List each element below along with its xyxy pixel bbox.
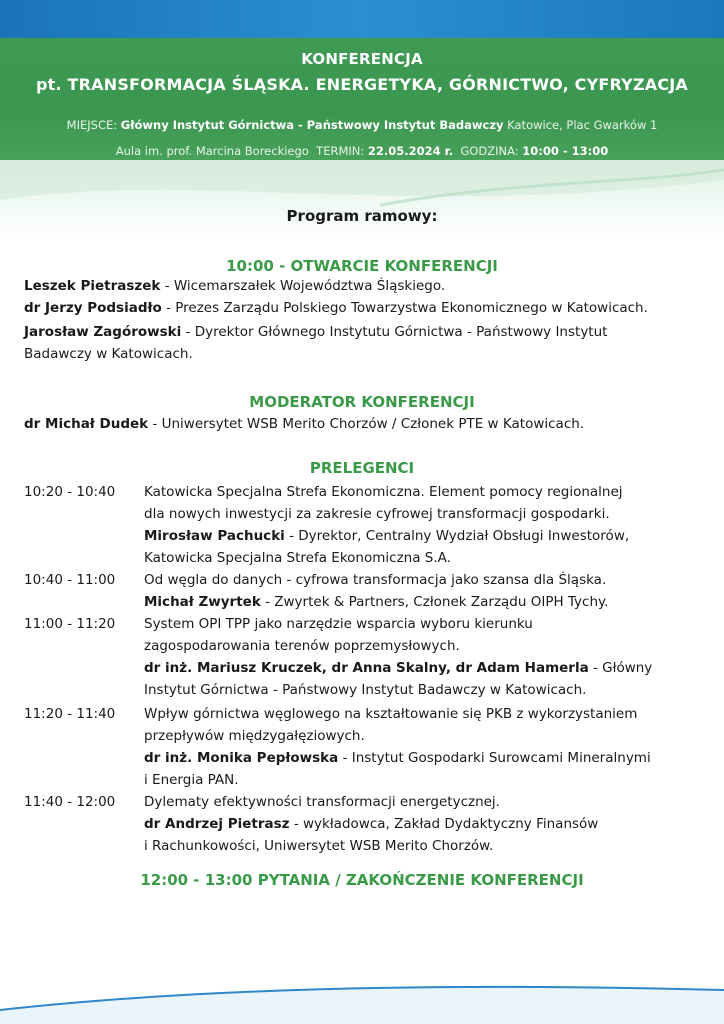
opening-heading: 10:00 - OTWARCIE KONFERENCJI: [226, 257, 498, 275]
speaker-affiliation-cont: i Energia PAN.: [144, 772, 239, 788]
time-value: 10:00 - 13:00: [522, 144, 609, 158]
speaker-affiliation: - Główny: [588, 660, 653, 676]
opening-speaker-2: [24, 298, 648, 319]
conference-title: pt. TRANSFORMACJA ŚLĄSKA. ENERGETYKA, GÓRNICTWO, CYFRYZACJA: [35, 75, 689, 94]
opening-speaker-1: [24, 276, 445, 297]
talk-title: Od węgla do danych - cyfrowa transformacja jako szansa dla Śląska.: [144, 572, 607, 588]
place-label: MIEJSCE:: [66, 118, 118, 132]
talk-time: 10:40 - 11:00: [24, 572, 116, 588]
speaker-name: Mirosław Pachucki: [144, 528, 285, 544]
talk-title: Dylematy efektywności transformacji energetycznej.: [144, 794, 500, 810]
talk-speaker: [144, 814, 598, 835]
talk-title: Katowicka Specjalna Strefa Ekonomiczna. Element pomocy regionalnej: [144, 484, 623, 500]
talk-speaker: [144, 658, 652, 679]
program-title: Program ramowy:: [286, 207, 438, 225]
speaker-name: dr inż. Mariusz Kruczek, dr Anna Skalny, dr Adam Hamerla: [144, 660, 589, 676]
place-name: Główny Instytut Górnictwa - Państwowy Instytut Badawczy: [120, 118, 504, 132]
speaker-affiliation-cont: Instytut Górnictwa - Państwowy Instytut Badawczy w Katowicach.: [144, 682, 587, 698]
speaker-affiliation: - Zwyrtek & Partners, Członek Zarządu OIPH Tychy.: [260, 594, 609, 610]
speaker-name: dr Jerzy Podsiadło: [24, 300, 162, 316]
speaker-name: Jarosław Zagórowski: [24, 324, 182, 340]
hall-name: Aula im. prof. Marcina Boreckiego: [115, 144, 309, 158]
speaker-affiliation: - Dyrektor, Centralny Wydział Obsługi Inwestorów,: [284, 528, 630, 544]
talk-time: 11:40 - 12:00: [24, 794, 116, 810]
speaker-role: - Dyrektor Głównego Instytutu Górnictwa - Państwowy Instytut: [181, 324, 608, 340]
closing-heading: 12:00 - 13:00 PYTANIA / ZAKOŃCZENIE KONFERENCJI: [140, 871, 584, 889]
time-label: GODZINA:: [460, 144, 519, 158]
moderator-name: dr Michał Dudek: [24, 416, 149, 432]
speaker-name: dr Andrzej Pietrasz: [144, 816, 290, 832]
talk-time: 10:20 - 10:40: [24, 484, 116, 500]
date-value: 22.05.2024 r.: [367, 144, 454, 158]
speaker-name: dr inż. Monika Pepłowska: [144, 750, 339, 766]
speaker-role: - Prezes Zarządu Polskiego Towarzystwa Ekonomicznego w Katowicach.: [161, 300, 648, 316]
moderator-heading: MODERATOR KONFERENCJI: [249, 393, 475, 411]
speakers-heading: PRELEGENCI: [309, 459, 415, 477]
talk-time: 11:00 - 11:20: [24, 616, 116, 632]
talk-title-cont: przepływów międzygałęziowych.: [144, 728, 365, 744]
talk-speaker: [144, 748, 651, 769]
talk-time: 11:20 - 11:40: [24, 706, 116, 722]
conference-label: KONFERENCJA: [301, 50, 423, 68]
speaker-affiliation-cont: Katowicka Specjalna Strefa Ekonomiczna S.A.: [144, 550, 451, 566]
opening-speaker-3: [24, 322, 607, 343]
speaker-affiliation: - Instytut Gospodarki Surowcami Mineralnymi: [338, 750, 651, 766]
date-label: TERMIN:: [316, 144, 365, 158]
talk-title-cont: dla nowych inwestycji za zakresie cyfrowej transformacji gospodarki.: [144, 506, 610, 522]
talk-title: Wpływ górnictwa węglowego na kształtowanie się PKB z wykorzystaniem: [144, 706, 638, 722]
talk-speaker: [144, 592, 608, 613]
place-address: Katowice, Plac Gwarków 1: [507, 118, 658, 132]
speaker-name: Michał Zwyrtek: [144, 594, 261, 610]
talk-speaker: [144, 526, 629, 547]
speaker-affiliation-cont: i Rachunkowości, Uniwersytet WSB Merito Chorzów.: [144, 838, 494, 854]
speaker-role: - Wicemarszałek Województwa Śląskiego.: [160, 278, 446, 294]
speaker-affiliation: - wykładowca, Zakład Dydaktyczny Finansów: [289, 816, 599, 832]
talk-title: System OPI TPP jako narzędzie wsparcia wyboru kierunku: [144, 616, 533, 632]
moderator-line: [24, 414, 584, 435]
talk-title-cont: zagospodarowania terenów poprzemysłowych.: [144, 638, 460, 654]
speaker-name: Leszek Pietraszek: [24, 278, 161, 294]
opening-speaker-3-cont: Badawczy w Katowicach.: [24, 346, 193, 362]
moderator-role: - Uniwersytet WSB Merito Chorzów / Członek PTE w Katowicach.: [148, 416, 585, 432]
